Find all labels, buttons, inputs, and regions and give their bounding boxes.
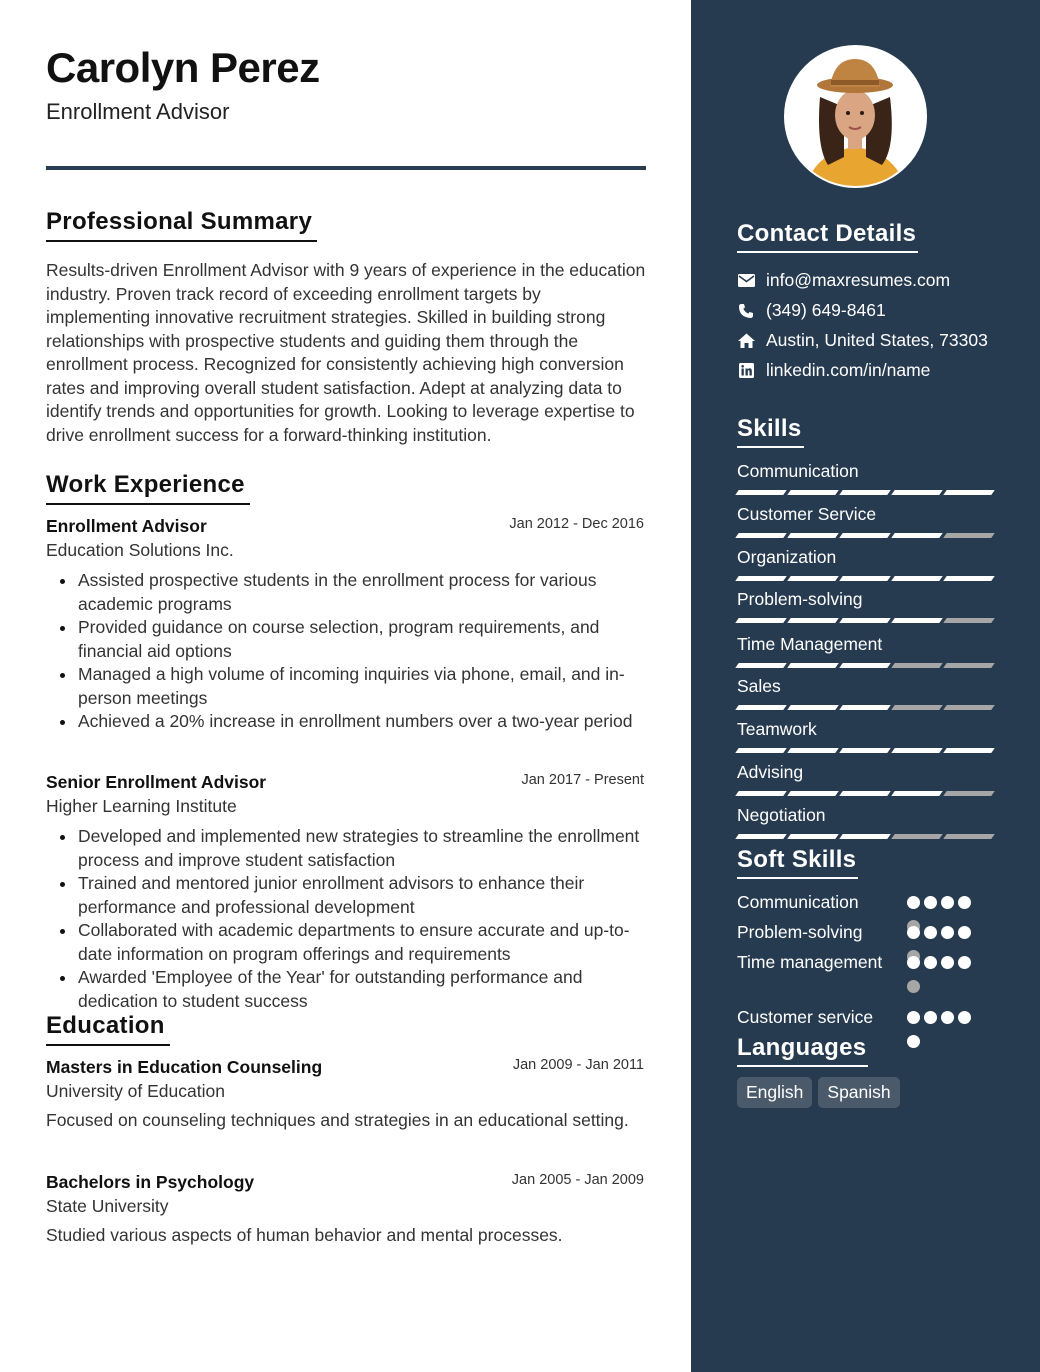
skill-level-segment xyxy=(891,834,943,839)
skill-level-segment xyxy=(839,618,891,623)
job-date: Jan 2017 - Present xyxy=(521,772,644,788)
education-description: Studied various aspects of human behavior and mental processes. xyxy=(46,1225,563,1245)
soft-skill-label: Communication xyxy=(737,892,859,912)
skill-level-segment xyxy=(839,663,891,668)
rating-dot xyxy=(907,1011,920,1024)
address-text: Austin, United States, 73303 xyxy=(766,330,988,350)
rating-dot xyxy=(924,896,937,909)
email-text[interactable]: info@maxresumes.com xyxy=(766,270,951,290)
school-name: State University xyxy=(46,1196,169,1216)
languages-list xyxy=(737,1077,906,1108)
skill-level-segment xyxy=(943,618,995,623)
skill-level-segment xyxy=(787,490,839,495)
job-bullet: Assisted prospective students in the enrollment process for various academic programs xyxy=(46,569,646,616)
skill-level-segment xyxy=(735,748,787,753)
education-entry xyxy=(46,1172,646,1247)
rating-dot xyxy=(958,926,971,939)
contact-address xyxy=(737,330,1017,351)
skill-item xyxy=(737,589,997,623)
job-entry xyxy=(46,516,646,734)
language-tag: English xyxy=(737,1077,812,1108)
rating-dot xyxy=(924,956,937,969)
skill-level-segment xyxy=(891,748,943,753)
linkedin-text[interactable]: linkedin.com/in/name xyxy=(766,360,931,380)
skill-level-segment xyxy=(943,748,995,753)
soft-skill-item xyxy=(737,1006,997,1029)
job-bullet: Collaborated with academic departments to ensure accurate and up-to-date information on program offerings and requirements xyxy=(46,919,646,966)
soft-skill-rating xyxy=(907,1011,987,1059)
language-tag: Spanish xyxy=(818,1077,899,1108)
education-entry xyxy=(46,1057,646,1132)
rating-dot xyxy=(941,956,954,969)
soft-skill-item xyxy=(737,951,997,974)
skill-label: Communication xyxy=(737,461,859,481)
skill-level-segment xyxy=(735,533,787,538)
education-date: Jan 2005 - Jan 2009 xyxy=(511,1172,644,1188)
skill-level-segment xyxy=(735,834,787,839)
skill-level-bar xyxy=(737,576,997,581)
job-bullet: Provided guidance on course selection, program requirements, and financial aid options xyxy=(46,616,646,663)
skill-level-bar xyxy=(737,533,997,538)
contact-heading: Contact Details xyxy=(737,220,918,253)
rating-dot xyxy=(924,926,937,939)
skill-level-segment xyxy=(735,576,787,581)
candidate-name: Carolyn Perez xyxy=(46,44,320,91)
skill-level-segment xyxy=(943,705,995,710)
job-entry xyxy=(46,772,646,1013)
skill-label: Advising xyxy=(737,762,804,782)
job-company: Higher Learning Institute xyxy=(46,796,237,816)
skill-level-segment xyxy=(839,791,891,796)
skill-level-segment xyxy=(891,791,943,796)
skill-level-segment xyxy=(943,663,995,668)
skill-level-segment xyxy=(943,834,995,839)
skill-level-segment xyxy=(891,663,943,668)
skill-label: Time Management xyxy=(737,634,883,654)
skill-level-segment xyxy=(891,705,943,710)
soft-skill-label: Problem-solving xyxy=(737,922,863,942)
skill-level-segment xyxy=(735,791,787,796)
soft-skill-label: Customer service xyxy=(737,1007,874,1027)
education-date: Jan 2009 - Jan 2011 xyxy=(512,1057,644,1073)
degree-title: Masters in Education Counseling xyxy=(46,1057,323,1077)
rating-dot xyxy=(958,956,971,969)
skill-level-segment xyxy=(839,705,891,710)
experience-heading: Work Experience xyxy=(46,471,250,505)
school-name: University of Education xyxy=(46,1081,225,1101)
rating-dot xyxy=(907,926,920,939)
skill-level-segment xyxy=(787,618,839,623)
skill-item xyxy=(737,762,997,796)
skill-level-segment xyxy=(943,533,995,538)
rating-dot xyxy=(907,1035,920,1048)
rating-dot xyxy=(907,980,920,993)
skill-item xyxy=(737,676,997,710)
phone-text[interactable]: (349) 649-8461 xyxy=(766,300,886,320)
profile-photo xyxy=(784,45,927,188)
rating-dot xyxy=(958,896,971,909)
skill-item xyxy=(737,461,997,495)
skill-level-segment xyxy=(943,490,995,495)
education-description: Focused on counseling techniques and strategies in an educational setting. xyxy=(46,1110,629,1130)
rating-dot xyxy=(941,1011,954,1024)
skill-level-segment xyxy=(891,576,943,581)
skill-level-bar xyxy=(737,618,997,623)
education-heading: Education xyxy=(46,1012,170,1046)
soft-skill-item xyxy=(737,921,997,944)
job-bullet: Developed and implemented new strategies to streamline the enrollment process and improve student satisfaction xyxy=(46,825,646,872)
rating-dot xyxy=(924,1011,937,1024)
skill-level-segment xyxy=(839,834,891,839)
skill-level-bar xyxy=(737,490,997,495)
contact-phone xyxy=(737,300,1017,321)
job-bullet: Trained and mentored junior enrollment advisors to enhance their performance and professional development xyxy=(46,872,646,919)
job-date: Jan 2012 - Dec 2016 xyxy=(509,516,644,532)
skill-item xyxy=(737,504,997,538)
header-divider xyxy=(46,166,646,170)
skill-level-segment xyxy=(787,748,839,753)
skill-level-segment xyxy=(787,533,839,538)
languages-heading: Languages xyxy=(737,1034,868,1067)
job-bullet: Awarded 'Employee of the Year' for outstanding performance and dedication to student success xyxy=(46,966,646,1013)
skill-level-segment xyxy=(839,533,891,538)
skill-label: Teamwork xyxy=(737,719,817,739)
skill-level-segment xyxy=(787,576,839,581)
skill-item xyxy=(737,547,997,581)
soft-skills-heading: Soft Skills xyxy=(737,846,858,879)
rating-dot xyxy=(907,896,920,909)
contact-linkedin xyxy=(737,360,1017,381)
skills-heading: Skills xyxy=(737,415,804,448)
skill-level-segment xyxy=(891,533,943,538)
skill-level-segment xyxy=(891,618,943,623)
skill-level-segment xyxy=(787,705,839,710)
skill-level-segment xyxy=(787,791,839,796)
rating-dot xyxy=(941,896,954,909)
skill-level-segment xyxy=(839,490,891,495)
phone-icon xyxy=(737,302,755,320)
contact-email xyxy=(737,270,1017,291)
job-title: Senior Enrollment Advisor xyxy=(46,772,267,792)
skill-level-segment xyxy=(943,576,995,581)
skill-level-segment xyxy=(735,490,787,495)
skill-label: Organization xyxy=(737,547,837,567)
job-bullets xyxy=(46,825,646,1013)
skill-item xyxy=(737,719,997,753)
rating-dot xyxy=(958,1011,971,1024)
job-bullets xyxy=(46,569,646,734)
skill-item xyxy=(737,634,997,668)
skill-level-segment xyxy=(735,618,787,623)
job-bullet: Managed a high volume of incoming inquiries via phone, email, and in-person meetings xyxy=(46,663,646,710)
skill-level-segment xyxy=(891,490,943,495)
skill-level-bar xyxy=(737,705,997,710)
skill-item xyxy=(737,805,997,839)
sidebar xyxy=(691,0,1040,1372)
home-icon xyxy=(737,332,755,350)
rating-dot xyxy=(907,956,920,969)
skill-label: Problem-solving xyxy=(737,589,863,609)
skill-label: Customer Service xyxy=(737,504,877,524)
skill-level-segment xyxy=(839,748,891,753)
skill-level-segment xyxy=(839,576,891,581)
soft-skill-item xyxy=(737,891,997,914)
degree-title: Bachelors in Psychology xyxy=(46,1172,255,1192)
skill-level-bar xyxy=(737,748,997,753)
skill-level-segment xyxy=(735,663,787,668)
summary-heading: Professional Summary xyxy=(46,208,317,242)
skill-label: Negotiation xyxy=(737,805,826,825)
linkedin-icon xyxy=(737,362,755,380)
skill-level-segment xyxy=(735,705,787,710)
skill-level-segment xyxy=(787,834,839,839)
skill-label: Sales xyxy=(737,676,781,696)
envelope-icon xyxy=(737,272,755,290)
skill-level-segment xyxy=(787,663,839,668)
job-company: Education Solutions Inc. xyxy=(46,540,234,560)
skill-level-bar xyxy=(737,791,997,796)
summary-text: Results-driven Enrollment Advisor with 9 years of experience in the education industry. Proven track record of exceeding enrollment targets by implementing innovative recruitment strategies. Skilled in building strong relationships with prospective students and guiding them through the enrollment process. Recognized for consistently achieving high conversion rates and improving overall student satisfaction. Adept at analyzing data to identify trends and opportunities for growth. Looking to leverage expertise to drive enrollment success for a forward-thinking institution. xyxy=(46,260,646,445)
rating-dot xyxy=(941,926,954,939)
candidate-role: Enrollment Advisor xyxy=(46,99,230,124)
skill-level-bar xyxy=(737,663,997,668)
soft-skill-rating xyxy=(907,956,987,1004)
job-bullet: Achieved a 20% increase in enrollment numbers over a two-year period xyxy=(46,710,646,734)
skill-level-segment xyxy=(943,791,995,796)
skill-level-bar xyxy=(737,834,997,839)
soft-skill-label: Time management xyxy=(737,952,883,972)
job-title: Enrollment Advisor xyxy=(46,516,207,536)
